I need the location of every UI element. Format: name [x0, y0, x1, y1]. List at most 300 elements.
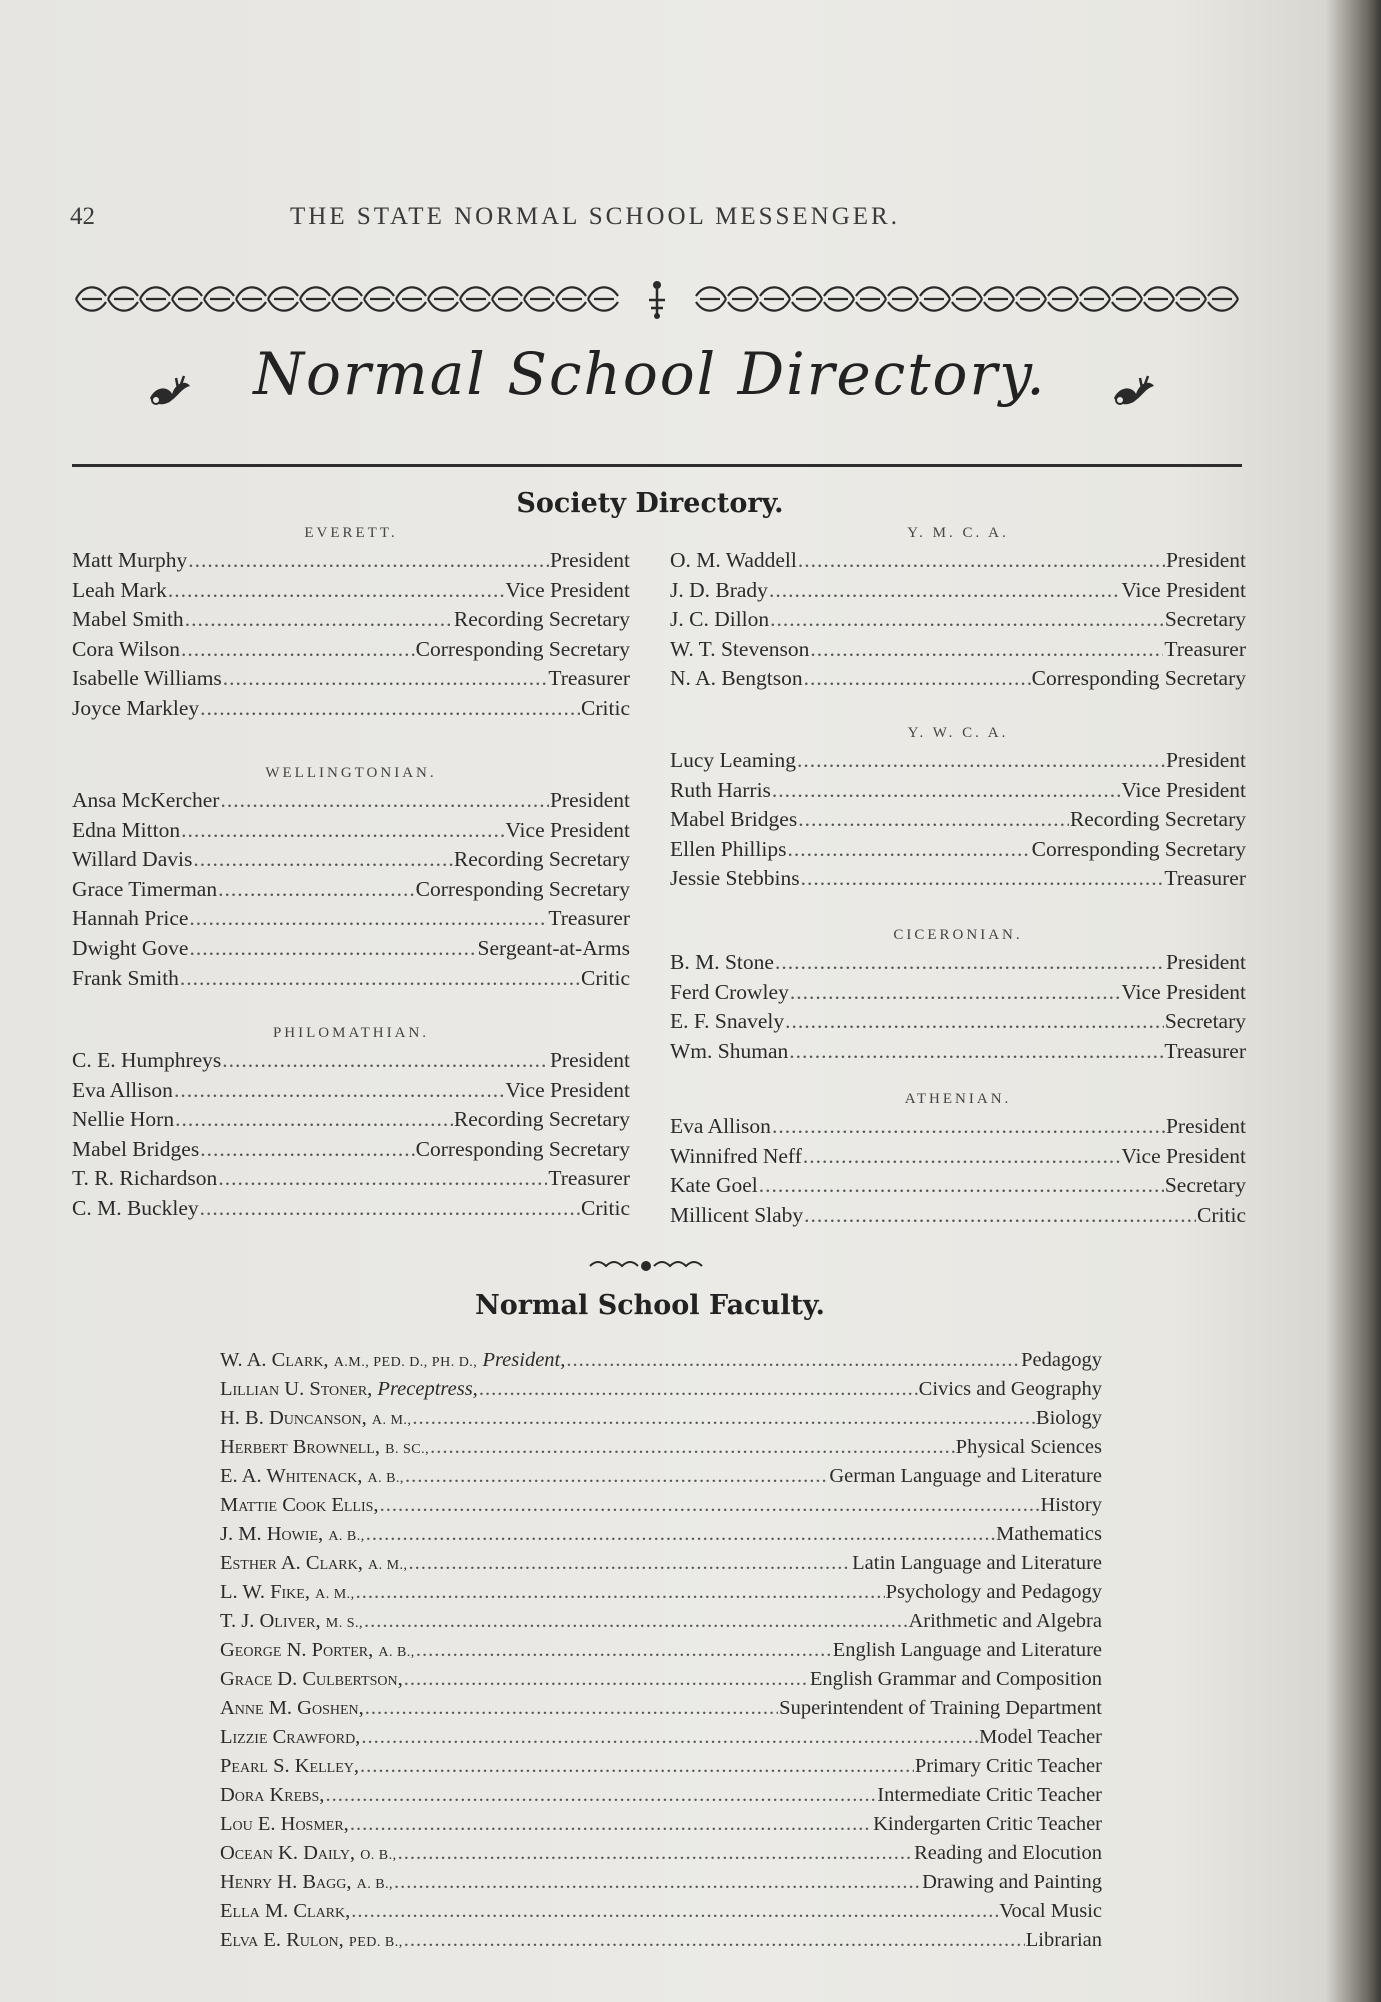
running-title: THE STATE NORMAL SCHOOL MESSENGER.	[290, 203, 900, 230]
officer-entry	[670, 1171, 1246, 1201]
dot-leader	[175, 1105, 453, 1135]
officer-entry	[670, 978, 1246, 1008]
faculty-subject: Civics and Geography	[918, 1378, 1102, 1400]
faculty-degree: A. B.,	[356, 1877, 394, 1892]
faculty-degree: PED. B.,	[348, 1935, 403, 1950]
faculty-subject: Reading and Elocution	[914, 1842, 1102, 1864]
faculty-entry	[220, 1462, 1102, 1491]
faculty-name: Pearl S. Kelley,	[220, 1755, 359, 1777]
officer-list	[72, 1046, 630, 1224]
dot-leader	[787, 835, 1030, 865]
dot-leader	[797, 746, 1165, 776]
dot-leader	[325, 1781, 876, 1810]
faculty-member	[220, 1839, 397, 1870]
faculty-entry	[220, 1810, 1102, 1839]
faculty-degree: B. SC.,	[385, 1442, 430, 1457]
faculty-member	[220, 1607, 363, 1638]
faculty-member	[220, 1549, 408, 1580]
faculty-subject: Vocal Music	[999, 1900, 1102, 1922]
officer-name: Kate Goel	[670, 1173, 758, 1198]
officer-name: N. A. Bengtson	[670, 666, 803, 691]
dot-leader	[380, 1491, 1040, 1520]
dot-leader	[479, 1375, 918, 1404]
dot-leader	[775, 948, 1165, 978]
dot-leader	[185, 605, 453, 635]
faculty-member	[220, 1578, 355, 1609]
dot-leader	[394, 1868, 921, 1897]
officer-name: Mabel Smith	[72, 607, 184, 632]
officer-name: Joyce Markley	[72, 695, 200, 720]
faculty-entry	[220, 1723, 1102, 1752]
page-number: 42	[70, 203, 95, 230]
officer-entry	[72, 635, 630, 665]
officer-entry	[670, 576, 1246, 606]
dot-leader	[430, 1433, 955, 1462]
faculty-subject: Model Teacher	[979, 1726, 1102, 1748]
dot-leader	[409, 1549, 852, 1578]
faculty-member	[220, 1810, 349, 1839]
faculty-name: Ella M. Clark,	[220, 1900, 351, 1922]
society-philomathian	[72, 1020, 630, 1224]
dot-leader	[189, 934, 476, 964]
society-ymca	[670, 520, 1246, 694]
officer-name: Winnifred Neff	[670, 1143, 802, 1168]
small-divider-ornament	[586, 1256, 706, 1276]
officer-entry	[72, 1046, 630, 1076]
faculty-name: W. A. Clark,	[220, 1349, 329, 1371]
faculty-entry	[220, 1346, 1102, 1375]
officer-office: Vice President	[1121, 777, 1246, 802]
faculty-name: Ocean K. Daily,	[220, 1842, 356, 1864]
officer-entry	[670, 1037, 1246, 1067]
faculty-subject: Arithmetic and Algebra	[908, 1610, 1102, 1632]
faculty-member	[220, 1781, 324, 1810]
faculty-subject: Physical Sciences	[955, 1436, 1102, 1458]
faculty-subject: Intermediate Critic Teacher	[877, 1784, 1102, 1806]
officer-name: Nellie Horn	[72, 1107, 175, 1132]
ornamental-border	[72, 276, 1242, 322]
running-head	[70, 203, 1251, 233]
dot-leader	[188, 546, 549, 576]
faculty-member	[220, 1433, 429, 1464]
directory-title: Normal School Directory.	[253, 340, 1047, 408]
officer-entry	[72, 605, 630, 635]
officer-office: Secretary	[1164, 607, 1246, 632]
faculty-subject: History	[1040, 1494, 1102, 1516]
officer-office: Vice President	[505, 817, 630, 842]
officer-office: Secretary	[1164, 1009, 1246, 1034]
officer-entry	[72, 694, 630, 724]
faculty-degree: A. B.,	[378, 1645, 415, 1660]
officer-name: Edna Mitton	[72, 817, 181, 842]
officer-entry	[670, 664, 1246, 694]
faculty-member	[220, 1665, 403, 1694]
faculty-member	[220, 1462, 404, 1493]
dot-leader	[223, 664, 548, 694]
dot-leader	[804, 1201, 1196, 1231]
officer-name: Eva Allison	[670, 1114, 771, 1138]
officer-office: Vice President	[1121, 577, 1246, 602]
officer-office: Corresponding Secretary	[415, 636, 630, 661]
faculty-entry	[220, 1433, 1102, 1462]
dot-leader	[404, 1665, 809, 1694]
faculty-subject: Kindergarten Critic Teacher	[873, 1813, 1102, 1835]
officer-name: Mabel Bridges	[72, 1136, 200, 1161]
faculty-degree: A. M.,	[367, 1558, 408, 1573]
officer-entry	[670, 776, 1246, 806]
dot-leader	[218, 1164, 547, 1194]
faculty-subject: Librarian	[1025, 1929, 1102, 1951]
dot-leader	[364, 1607, 907, 1636]
officer-office: Secretary	[1164, 1173, 1246, 1198]
dot-leader	[412, 1404, 1035, 1433]
faculty-name: Grace D. Culbertson,	[220, 1668, 403, 1690]
officer-name: Mabel Bridges	[670, 807, 798, 832]
officer-office: Recording Secretary	[453, 607, 630, 632]
faculty-title: President,	[482, 1349, 566, 1371]
society-wellingtonian	[72, 760, 630, 993]
officer-office: President	[549, 1048, 630, 1072]
dot-leader	[416, 1636, 832, 1665]
officer-office: Vice President	[505, 577, 630, 602]
officer-name: Ruth Harris	[670, 777, 771, 802]
officer-entry	[670, 635, 1246, 665]
faculty-entry	[220, 1926, 1102, 1955]
officer-entry	[670, 864, 1246, 894]
faculty-title: Preceptress,	[377, 1378, 478, 1400]
dot-leader	[350, 1810, 872, 1839]
faculty-entry	[220, 1520, 1102, 1549]
officer-name: Matt Murphy	[72, 548, 188, 572]
faculty-member	[220, 1926, 403, 1957]
officer-entry	[72, 786, 630, 816]
faculty-entry	[220, 1694, 1102, 1723]
dot-leader	[810, 635, 1163, 665]
officer-name: Eva Allison	[72, 1077, 173, 1102]
faculty-entry	[220, 1781, 1102, 1810]
faculty-entry	[220, 1636, 1102, 1665]
dot-leader	[785, 1007, 1164, 1037]
officer-name: Wm. Shuman	[670, 1038, 789, 1063]
society-athenian	[670, 1086, 1246, 1230]
officer-name: C. E. Humphreys	[72, 1048, 222, 1072]
officer-office: Corresponding Secretary	[415, 876, 630, 901]
officer-office: Treasurer	[1164, 636, 1246, 661]
faculty-name: Esther A. Clark,	[220, 1552, 363, 1574]
officer-name: Ferd Crowley	[670, 979, 789, 1004]
officer-list	[72, 786, 630, 993]
society-name: CICERONIAN.	[893, 927, 1023, 943]
dot-leader	[772, 776, 1120, 806]
faculty-entry	[220, 1375, 1102, 1404]
officer-name: W. T. Stevenson	[670, 636, 810, 661]
officer-office: Vice President	[1121, 1143, 1246, 1168]
faculty-subject: Biology	[1035, 1407, 1102, 1429]
officer-office: Treasurer	[548, 666, 630, 691]
dot-leader	[789, 1037, 1163, 1067]
dot-leader	[218, 875, 415, 905]
officer-entry	[670, 948, 1246, 978]
society-name: PHILOMATHIAN.	[272, 1025, 430, 1041]
officer-entry	[72, 1164, 630, 1194]
faculty-name: E. A. Whitenack,	[220, 1465, 363, 1487]
faculty-entry	[220, 1549, 1102, 1578]
faculty-degree: O. B.,	[360, 1848, 397, 1863]
faculty-entry	[220, 1607, 1102, 1636]
officer-office: Recording Secretary	[453, 1107, 630, 1132]
faculty-member	[220, 1723, 360, 1752]
officer-entry	[670, 1007, 1246, 1037]
dot-leader	[404, 1926, 1025, 1955]
dot-leader	[405, 1462, 828, 1491]
faculty-subject: English Language and Literature	[832, 1639, 1102, 1661]
faculty-member	[220, 1694, 364, 1723]
faculty-subject: English Grammar and Composition	[809, 1668, 1102, 1690]
faculty-name: George N. Porter,	[220, 1639, 374, 1661]
officer-office: Critic	[581, 1195, 630, 1220]
faculty-member	[220, 1491, 379, 1520]
officer-list	[72, 546, 630, 724]
officer-office: Vice President	[1121, 979, 1246, 1004]
officer-office: Recording Secretary	[1069, 807, 1246, 832]
dot-leader	[361, 1723, 978, 1752]
officer-office: Corresponding Secretary	[1031, 836, 1246, 861]
officer-name: E. F. Snavely	[670, 1009, 785, 1034]
officer-office: Treasurer	[1164, 1038, 1246, 1063]
officer-name: Isabelle Williams	[72, 666, 222, 691]
officer-office: President	[1165, 950, 1246, 974]
officer-name: T. R. Richardson	[72, 1166, 218, 1191]
faculty-member	[220, 1636, 415, 1667]
officer-list	[670, 546, 1246, 694]
faculty-member	[220, 1404, 411, 1435]
officer-name: O. M. Waddell	[670, 548, 797, 572]
officer-list	[670, 948, 1246, 1066]
faculty-name: H. B. Duncanson,	[220, 1407, 367, 1429]
dot-leader	[798, 546, 1165, 576]
dot-leader	[803, 1142, 1120, 1172]
dot-leader	[398, 1839, 913, 1868]
society-name: ATHENIAN.	[904, 1091, 1012, 1107]
faculty-name: Anne M. Goshen,	[220, 1697, 364, 1719]
officer-name: Lucy Leaming	[670, 748, 796, 772]
faculty-entry	[220, 1404, 1102, 1433]
dot-leader	[356, 1578, 885, 1607]
faculty-degree: A.M., PED. D., PH. D.,	[333, 1355, 478, 1370]
officer-entry	[72, 934, 630, 964]
faculty-subject: Primary Critic Teacher	[914, 1755, 1102, 1777]
officer-entry	[72, 964, 630, 994]
faculty-subject: Drawing and Painting	[922, 1871, 1102, 1893]
faculty-entry	[220, 1897, 1102, 1926]
leaf-ornament-icon	[1110, 372, 1156, 410]
officer-entry	[670, 605, 1246, 635]
officer-name: Frank Smith	[72, 965, 179, 990]
faculty-entry	[220, 1752, 1102, 1781]
officer-entry	[72, 904, 630, 934]
officer-office: Treasurer	[548, 906, 630, 931]
officer-office: Treasurer	[1164, 866, 1246, 891]
faculty-subject: Psychology and Pedagogy	[885, 1581, 1102, 1603]
officer-name: J. C. Dillon	[670, 607, 770, 632]
officer-name: Millicent Slaby	[670, 1202, 804, 1227]
officer-name: Dwight Gove	[72, 935, 189, 960]
dot-leader	[222, 1046, 549, 1076]
faculty-member	[220, 1897, 350, 1926]
faculty-name: Dora Krebs,	[220, 1784, 325, 1806]
faculty-subject: German Language and Literature	[829, 1465, 1102, 1487]
dot-leader	[200, 694, 580, 724]
faculty-member	[220, 1868, 393, 1899]
faculty-name: Lou E. Hosmer,	[220, 1813, 349, 1835]
officer-name: Ellen Phillips	[670, 836, 787, 861]
officer-entry	[72, 1194, 630, 1224]
faculty-member	[220, 1520, 365, 1551]
dot-leader	[790, 978, 1120, 1008]
dot-leader	[174, 1076, 504, 1106]
officer-entry	[72, 576, 630, 606]
faculty-degree: A. B.,	[367, 1471, 404, 1486]
officer-office: Treasurer	[548, 1166, 630, 1191]
officer-entry	[670, 546, 1246, 576]
dot-leader	[181, 816, 504, 846]
officer-name: Jessie Stebbins	[670, 866, 800, 891]
fleuron-icon	[649, 281, 665, 319]
officer-name: Leah Mark	[72, 577, 167, 602]
officer-list	[670, 746, 1246, 894]
dot-leader	[168, 576, 504, 606]
society-name: Y. W. C. A.	[907, 725, 1009, 741]
faculty-name: Henry H. Bagg,	[220, 1871, 352, 1893]
heading-rule	[72, 464, 1242, 467]
dot-leader	[360, 1752, 914, 1781]
officer-entry	[72, 816, 630, 846]
dot-leader	[200, 1194, 580, 1224]
faculty-degree: A. M.,	[315, 1587, 355, 1602]
dot-leader	[366, 1520, 995, 1549]
faculty-heading: Normal School Faculty.	[475, 1290, 825, 1321]
officer-entry	[72, 1105, 630, 1135]
faculty-name: Herbert Brownell,	[220, 1436, 380, 1458]
officer-office: Sergeant-at-Arms	[477, 935, 630, 960]
officer-office: President	[1165, 1114, 1246, 1138]
faculty-name: Lillian U. Stoner,	[220, 1378, 373, 1400]
faculty-entry	[220, 1868, 1102, 1897]
officer-entry	[72, 875, 630, 905]
officer-entry	[670, 1142, 1246, 1172]
officer-name: Grace Timerman	[72, 876, 218, 901]
officer-office: Vice President	[505, 1077, 630, 1102]
dot-leader	[801, 864, 1164, 894]
faculty-list	[220, 1346, 1102, 1955]
dot-leader	[193, 845, 453, 875]
faculty-subject: Mathematics	[996, 1523, 1102, 1545]
dot-leader	[804, 664, 1031, 694]
officer-office: Corresponding Secretary	[1031, 666, 1246, 691]
officer-office: President	[1165, 548, 1246, 572]
dot-leader	[189, 904, 547, 934]
officer-office: Recording Secretary	[453, 847, 630, 872]
officer-name: Hannah Price	[72, 906, 189, 931]
officer-name: B. M. Stone	[670, 950, 774, 974]
faculty-name: Lizzie Crawford,	[220, 1726, 361, 1748]
officer-entry	[670, 746, 1246, 776]
faculty-name: L. W. Fike,	[220, 1581, 310, 1603]
officer-office: Corresponding Secretary	[415, 1136, 630, 1161]
officer-entry	[670, 835, 1246, 865]
faculty-degree: A. B.,	[328, 1529, 365, 1544]
dot-leader	[566, 1346, 1020, 1375]
officer-entry	[72, 1135, 630, 1165]
officer-entry	[72, 1076, 630, 1106]
faculty-subject: Latin Language and Literature	[852, 1552, 1102, 1574]
dot-leader	[181, 635, 415, 665]
faculty-subject: Superintendent of Training Department	[779, 1697, 1102, 1719]
dot-leader	[180, 964, 580, 994]
faculty-member	[220, 1752, 359, 1781]
faculty-entry	[220, 1665, 1102, 1694]
officer-name: C. M. Buckley	[72, 1195, 199, 1220]
faculty-entry	[220, 1578, 1102, 1607]
faculty-name: J. M. Howie,	[220, 1523, 324, 1545]
faculty-entry	[220, 1491, 1102, 1520]
dot-leader	[769, 576, 1120, 606]
dot-leader	[770, 605, 1164, 635]
dot-leader	[200, 1135, 414, 1165]
society-name: Y. M. C. A.	[907, 525, 1009, 541]
faculty-member	[220, 1346, 565, 1377]
officer-office: President	[549, 548, 630, 572]
society-directory-heading: Society Directory.	[516, 488, 784, 519]
faculty-degree: A. M.,	[371, 1413, 412, 1428]
faculty-subject: Pedagogy	[1021, 1349, 1102, 1371]
society-name: EVERETT.	[304, 525, 398, 541]
faculty-member	[220, 1375, 478, 1404]
faculty-entry	[220, 1839, 1102, 1868]
dot-leader	[220, 786, 549, 816]
officer-office: Critic	[1197, 1202, 1246, 1227]
faculty-name: T. J. Oliver,	[220, 1610, 321, 1632]
society-ciceronian	[670, 922, 1246, 1066]
officer-entry	[670, 1201, 1246, 1231]
officer-office: Critic	[581, 695, 630, 720]
faculty-name: Elva E. Rulon,	[220, 1929, 344, 1951]
officer-office: President	[1165, 748, 1246, 772]
society-name: WELLINGTONIAN.	[265, 765, 437, 781]
officer-list	[670, 1112, 1246, 1230]
officer-office: Critic	[581, 965, 630, 990]
officer-entry	[72, 546, 630, 576]
officer-office: President	[549, 788, 630, 812]
dot-leader	[772, 1112, 1165, 1142]
officer-name: Willard Davis	[72, 847, 193, 872]
dot-leader	[798, 805, 1069, 835]
faculty-name: Mattie Cook Ellis,	[220, 1494, 379, 1516]
officer-entry	[72, 845, 630, 875]
dot-leader	[365, 1694, 778, 1723]
dot-leader	[759, 1171, 1164, 1201]
society-ywca	[670, 720, 1246, 894]
dot-leader	[351, 1897, 998, 1926]
officer-entry	[72, 664, 630, 694]
officer-entry	[670, 1112, 1246, 1142]
society-everett	[72, 520, 630, 724]
officer-name: Cora Wilson	[72, 636, 181, 661]
faculty-degree: M. S.,	[325, 1616, 363, 1631]
officer-name: Ansa McKercher	[72, 788, 220, 812]
officer-name: J. D. Brady	[670, 577, 768, 602]
officer-entry	[670, 805, 1246, 835]
